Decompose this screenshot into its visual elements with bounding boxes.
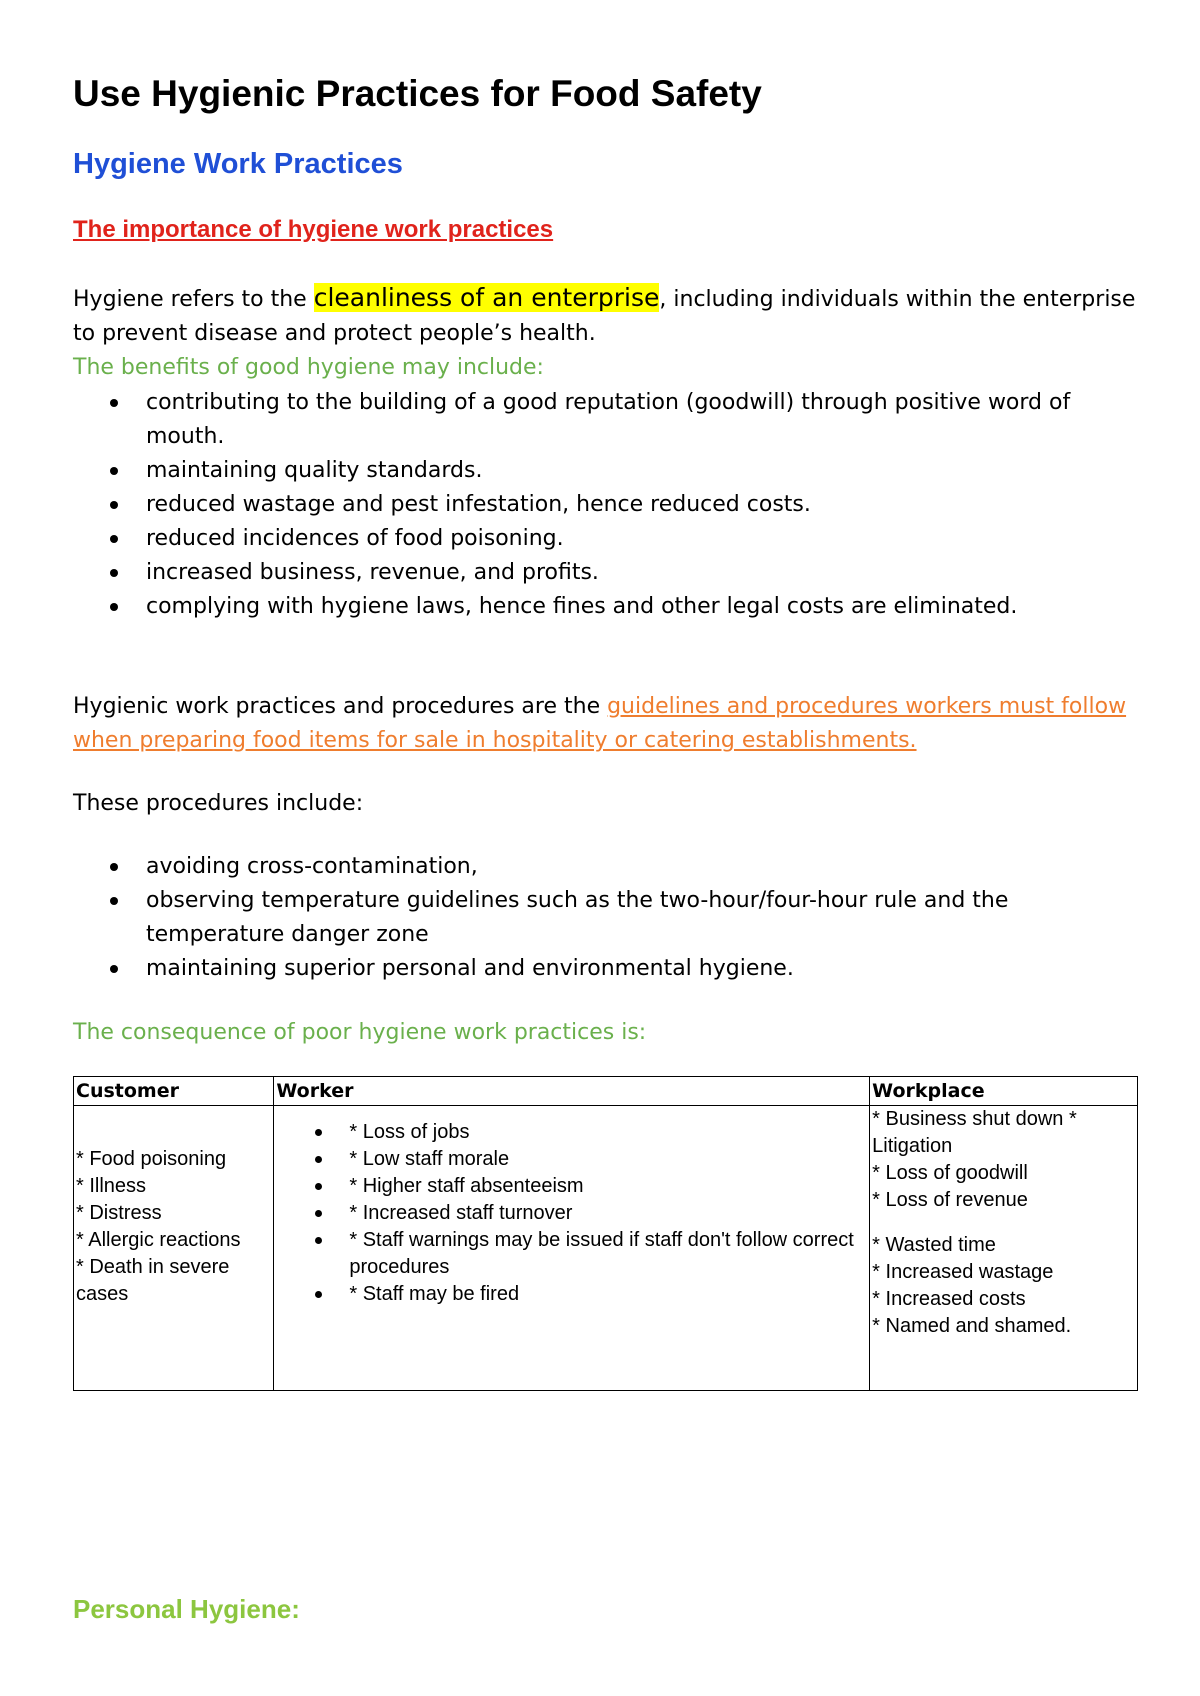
list-item-text: * Loss of jobs <box>349 1121 470 1143</box>
list-item-text: maintaining quality standards. <box>146 458 483 483</box>
bullet-icon <box>315 1291 322 1298</box>
list-item <box>73 952 1138 986</box>
bullet-icon <box>315 1156 322 1163</box>
header-customer: Customer <box>74 1077 274 1106</box>
consequence-table <box>73 1076 1138 1391</box>
cell-line: * Named and shamed. <box>872 1315 1072 1337</box>
procedures-heading: These procedures include: <box>73 791 364 816</box>
cell-line: * Business shut down * <box>872 1108 1077 1130</box>
list-item-text: * Staff may be fired <box>349 1283 520 1305</box>
consequence-heading: The consequence of poor hygiene work practices is: <box>73 1020 647 1045</box>
intro-text-after: , including individuals within the enterprise to prevent disease and protect people’s health. <box>73 287 1136 346</box>
list-item <box>73 454 1138 488</box>
list-item-text: reduced incidences of food poisoning. <box>146 526 564 551</box>
list-item-text: reduced wastage and pest infestation, hence reduced costs. <box>146 492 811 517</box>
list-item-text: increased business, revenue, and profits. <box>146 560 599 585</box>
bullet-icon <box>110 965 118 973</box>
list-item-text: * Staff warnings may be issued if staff don't follow correct procedures <box>349 1229 854 1278</box>
bullet-icon <box>110 399 118 407</box>
list-item-text: * Increased staff turnover <box>349 1202 573 1224</box>
cell-line: Litigation <box>872 1135 953 1157</box>
list-item <box>276 1119 867 1146</box>
cell-line: * Increased costs <box>872 1288 1026 1310</box>
practices-paragraph <box>73 690 1138 758</box>
cell-line: * Death in severe <box>76 1256 230 1278</box>
bullet-icon <box>110 603 118 611</box>
bullet-icon <box>110 569 118 577</box>
personal-hygiene-heading: Personal Hygiene: <box>73 1594 300 1624</box>
list-item <box>73 884 1138 952</box>
cell-line: cases <box>76 1283 129 1305</box>
procedures-list <box>73 850 1138 986</box>
list-item-text: avoiding cross-contamination, <box>146 854 478 879</box>
cell-line: * Food poisoning <box>76 1148 227 1170</box>
table-header-row <box>74 1077 1138 1106</box>
highlighted-phrase: cleanliness of an enterprise <box>313 283 660 312</box>
list-item-text: observing temperature guidelines such as the two-hour/four-hour rule and the temperature danger zone <box>146 888 1009 947</box>
bullet-icon <box>110 535 118 543</box>
list-item <box>73 556 1138 590</box>
cell-line: * Distress <box>76 1202 162 1224</box>
list-item-text: * Low staff morale <box>349 1148 510 1170</box>
bullet-icon <box>110 467 118 475</box>
cell-line: * Loss of revenue <box>872 1189 1028 1211</box>
list-item <box>276 1281 867 1308</box>
cell-line: * Wasted time <box>872 1234 996 1256</box>
cell-line: * Allergic reactions <box>76 1229 241 1251</box>
list-item <box>73 386 1138 454</box>
table-row <box>74 1106 1138 1391</box>
workplace-cell <box>870 1106 1138 1391</box>
cell-spacer <box>872 1214 1135 1232</box>
list-item <box>276 1227 867 1281</box>
customer-cell <box>74 1106 274 1391</box>
worker-cell <box>274 1106 870 1391</box>
bullet-icon <box>315 1210 322 1217</box>
header-workplace: Workplace <box>870 1077 1138 1106</box>
cell-line: * Illness <box>76 1175 147 1197</box>
cell-line: * Increased wastage <box>872 1261 1054 1283</box>
list-item-text: maintaining superior personal and environmental hygiene. <box>146 956 794 981</box>
list-item <box>276 1173 867 1200</box>
list-item <box>73 488 1138 522</box>
bullet-icon <box>315 1129 322 1136</box>
intro-text-before: Hygiene refers to the <box>73 287 314 312</box>
practices-text: Hygienic work practices and procedures are the <box>73 694 608 719</box>
importance-heading: The importance of hygiene work practices <box>73 216 554 243</box>
list-item-text: * Higher staff absenteeism <box>349 1175 584 1197</box>
list-item <box>73 522 1138 556</box>
list-item-text: complying with hygiene laws, hence fines and other legal costs are eliminated. <box>146 594 1018 619</box>
bullet-icon <box>315 1237 322 1244</box>
benefits-heading: The benefits of good hygiene may include: <box>73 355 544 380</box>
guidelines-link[interactable]: guidelines and procedures workers must follow when preparing food items for sale in hospitality or catering establishments. <box>73 694 1127 753</box>
intro-paragraph <box>73 281 1138 351</box>
cell-line: * Loss of goodwill <box>872 1162 1028 1184</box>
header-worker: Worker <box>274 1077 870 1106</box>
list-item <box>276 1200 867 1227</box>
list-item <box>73 590 1138 624</box>
bullet-icon <box>315 1183 322 1190</box>
list-item <box>276 1146 867 1173</box>
benefits-list <box>73 386 1138 624</box>
bullet-icon <box>110 897 118 905</box>
document-title: Use Hygienic Practices for Food Safety <box>73 73 762 114</box>
list-item-text: contributing to the building of a good reputation (goodwill) through positive word of mouth. <box>146 390 1071 449</box>
list-item <box>73 850 1138 884</box>
bullet-icon <box>110 863 118 871</box>
section-subtitle: Hygiene Work Practices <box>73 148 403 180</box>
bullet-icon <box>110 501 118 509</box>
